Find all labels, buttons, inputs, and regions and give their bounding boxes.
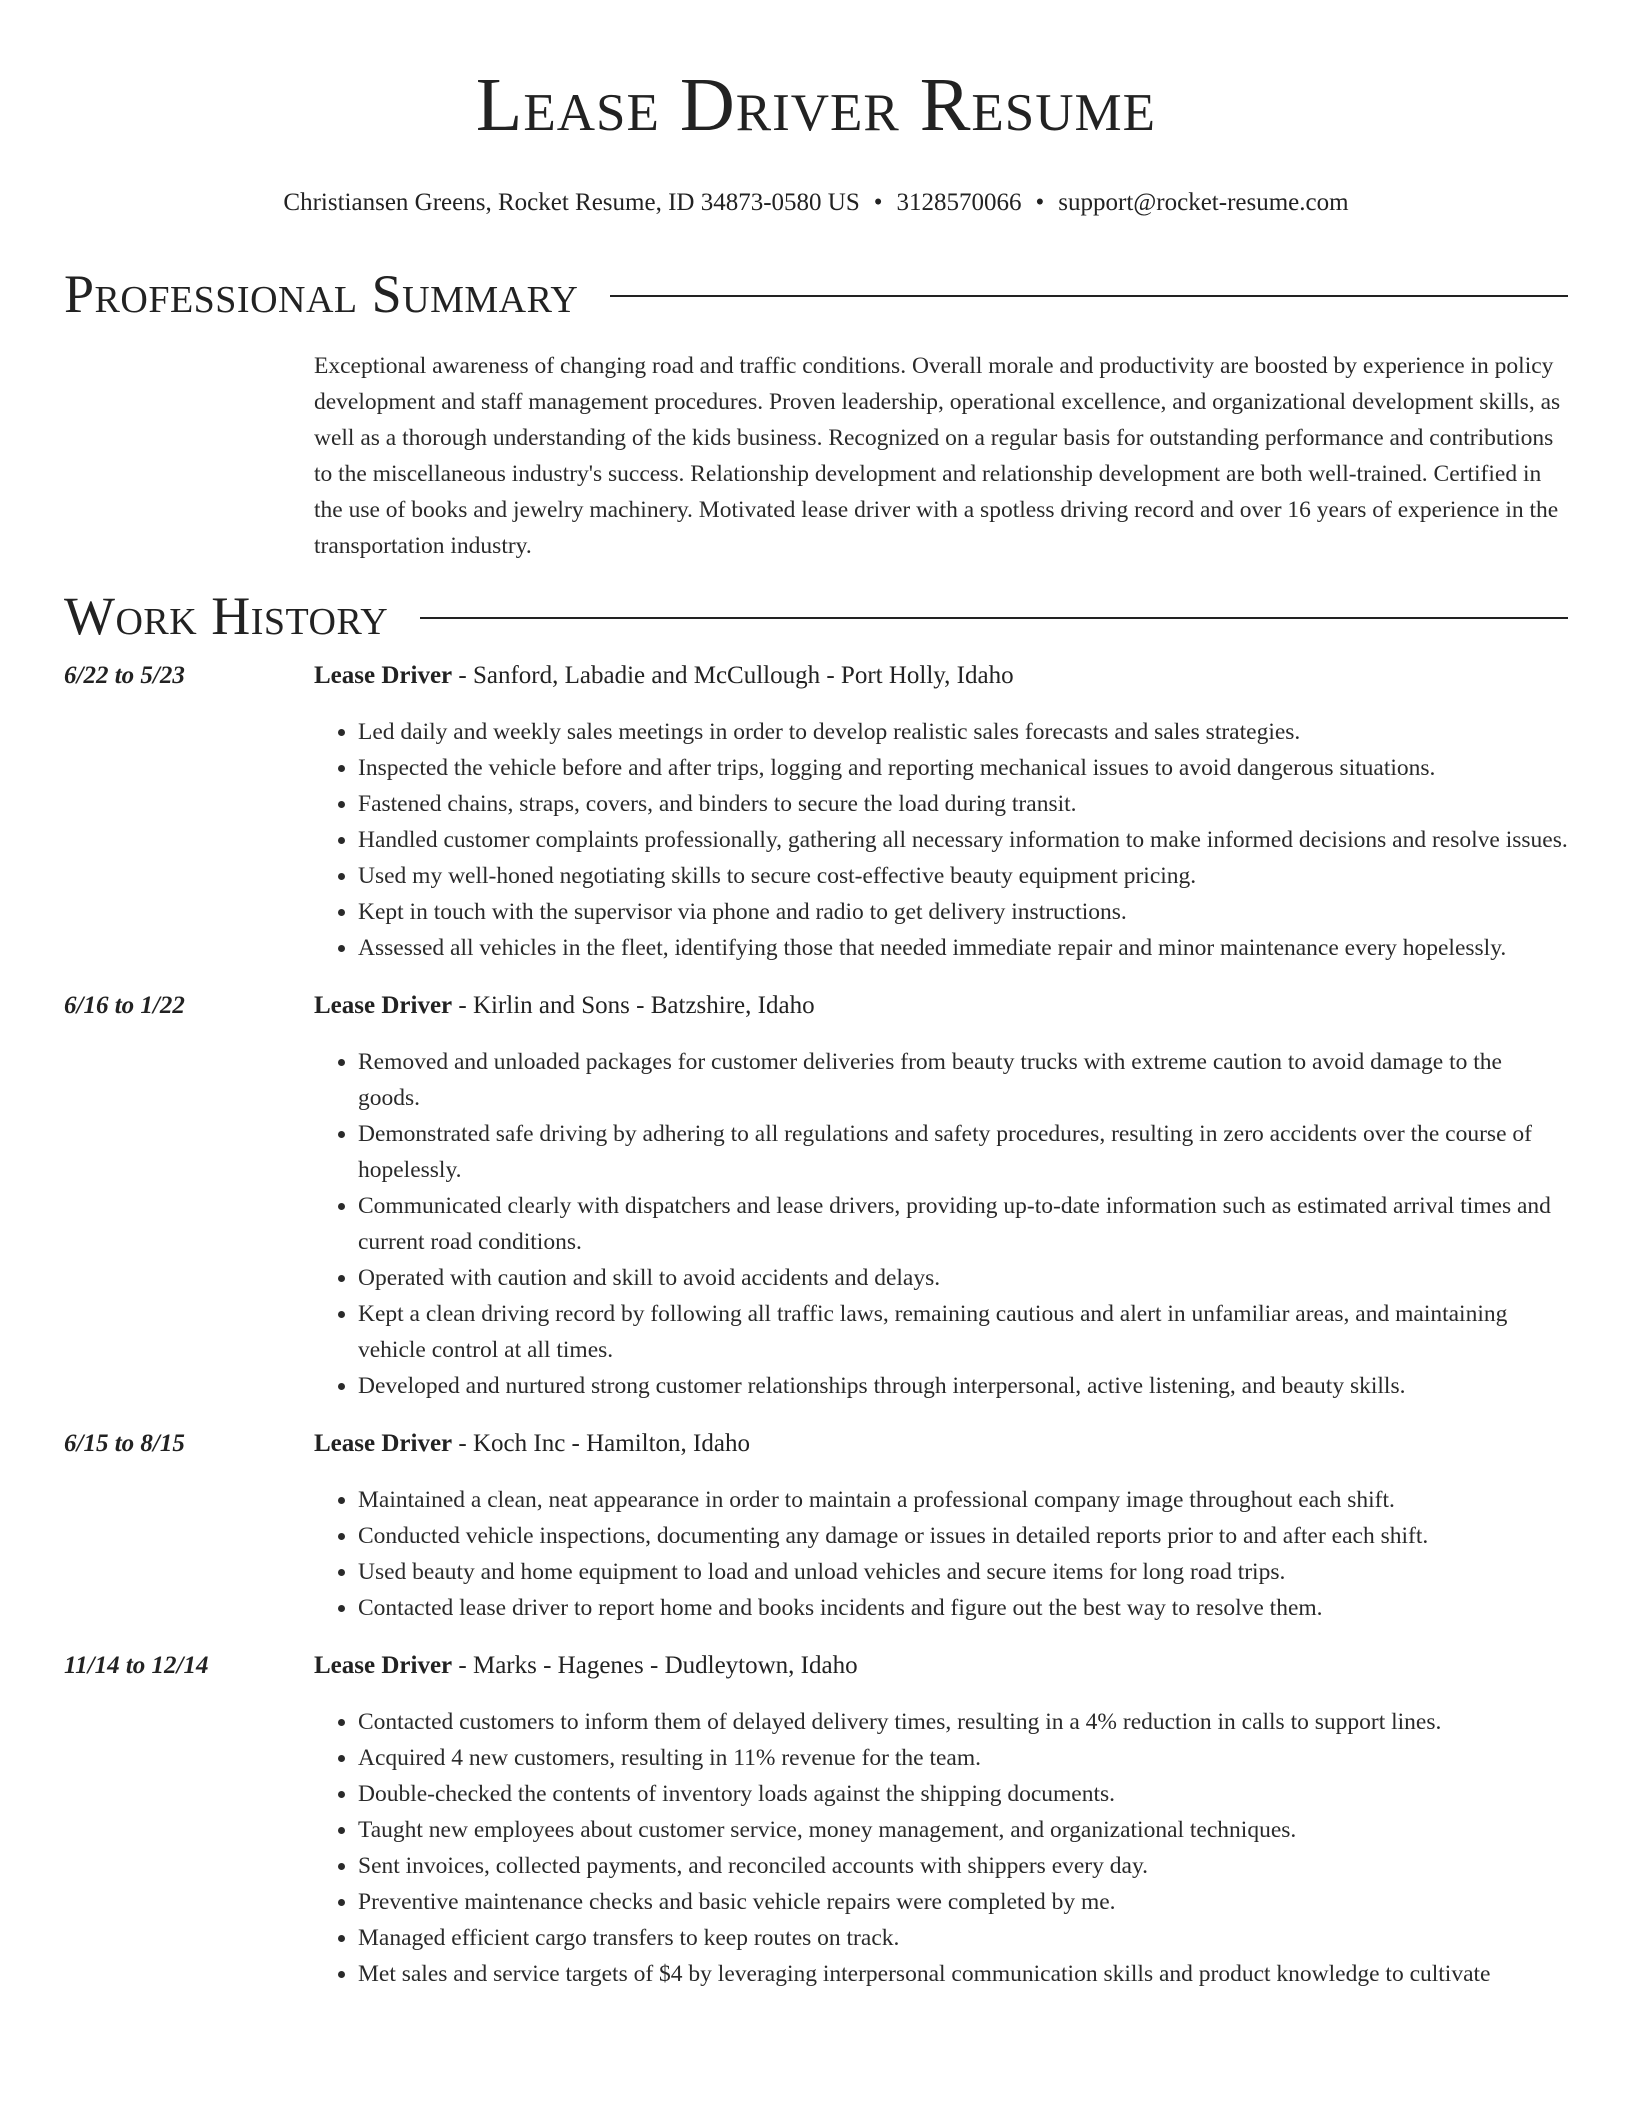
job-role: Lease Driver	[314, 662, 453, 689]
job-bullet: • Maintained a clean, neat appearance in order to maintain a professional company image throughout each shift.	[358, 1482, 1568, 1518]
job-entry	[64, 662, 1568, 966]
job-header	[64, 662, 1568, 702]
job-bullet-list	[314, 1482, 1568, 1626]
job-entry	[64, 1430, 1568, 1626]
contact-address: Christiansen Greens, Rocket Resume, ID 34873-0580 US	[283, 189, 860, 216]
job-employer-location: - Sanford, Labadie and McCullough - Port Holly, Idaho	[452, 662, 1014, 689]
contact-email: support@rocket-resume.com	[1058, 189, 1349, 216]
work-history-list	[64, 662, 1568, 1992]
job-header	[64, 1652, 1568, 1692]
job-employer-location: - Kirlin and Sons - Batzshire, Idaho	[452, 992, 815, 1019]
job-bullet: • Led daily and weekly sales meetings in order to develop realistic sales forecasts and sales strategies.	[358, 714, 1568, 750]
section-divider	[420, 617, 1568, 619]
job-bullet: • Fastened chains, straps, covers, and binders to secure the load during transit.	[358, 786, 1568, 822]
job-bullet: • Met sales and service targets of $4 by leveraging interpersonal communication skills and product knowledge to cultivate	[358, 1956, 1568, 1992]
job-employer-location: - Koch Inc - Hamilton, Idaho	[452, 1430, 750, 1457]
section-divider	[610, 295, 1568, 297]
job-bullet: • Double-checked the contents of inventory loads against the shipping documents.	[358, 1776, 1568, 1812]
job-title	[314, 662, 1014, 690]
job-bullet: • Removed and unloaded packages for customer deliveries from beauty trucks with extreme caution to avoid damage to the goods.	[358, 1044, 1568, 1116]
job-bullet: • Managed efficient cargo transfers to keep routes on track.	[358, 1920, 1568, 1956]
summary-section-header	[64, 262, 1568, 326]
job-entry	[64, 1652, 1568, 1992]
job-dates: 6/15 to 8/15	[64, 1430, 185, 1457]
job-bullet: • Assessed all vehicles in the fleet, identifying those that needed immediate repair and minor maintenance every hopelessly.	[358, 930, 1568, 966]
job-bullet-list	[314, 714, 1568, 966]
job-bullet: • Developed and nurtured strong customer relationships through interpersonal, active listening, and beauty skills.	[358, 1368, 1568, 1404]
contact-phone: 3128570066	[896, 189, 1022, 216]
job-bullet-list	[314, 1704, 1568, 1992]
job-header	[64, 992, 1568, 1032]
job-bullet: • Acquired 4 new customers, resulting in 11% revenue for the team.	[358, 1740, 1568, 1776]
job-employer-location: - Marks - Hagenes - Dudleytown, Idaho	[452, 1652, 858, 1679]
job-bullet: • Sent invoices, collected payments, and reconciled accounts with shippers every day.	[358, 1848, 1568, 1884]
contact-line	[64, 188, 1568, 218]
job-bullet: • Communicated clearly with dispatchers and lease drivers, providing up-to-date information such as estimated arrival times and current road conditions.	[358, 1188, 1568, 1260]
summary-heading: Professional Summary	[64, 264, 579, 324]
job-bullet: • Contacted lease driver to report home and books incidents and figure out the best way to resolve them.	[358, 1590, 1568, 1626]
job-bullet: • Conducted vehicle inspections, documenting any damage or issues in detailed reports prior to and after each shift.	[358, 1518, 1568, 1554]
job-bullet: • Taught new employees about customer service, money management, and organizational techniques.	[358, 1812, 1568, 1848]
job-entry	[64, 992, 1568, 1404]
job-title	[314, 1430, 750, 1458]
summary-text: Exceptional awareness of changing road and traffic conditions. Overall morale and productivity are boosted by experience in policy development and staff management procedures. Proven leadership, operational excellence, and organizational development skills, as well as a thorough understanding of the kids business. Recognized on a regular basis for outstanding performance and contributions to the miscellaneous industry's success. Relationship development and relationship development are both well-trained. Certified in the use of books and jewelry machinery. Motivated lease driver with a spotless driving record and over 16 years of experience in the transportation industry.	[314, 353, 1561, 559]
resume-title: Lease Driver Resume	[475, 63, 1157, 147]
job-bullet: • Kept in touch with the supervisor via phone and radio to get delivery instructions.	[358, 894, 1568, 930]
job-dates: 11/14 to 12/14	[64, 1652, 209, 1679]
job-header	[64, 1430, 1568, 1470]
job-role: Lease Driver	[314, 1652, 453, 1679]
job-bullet: • Inspected the vehicle before and after trips, logging and reporting mechanical issues to avoid dangerous situations.	[358, 750, 1568, 786]
contact-separator: •	[873, 189, 883, 216]
job-bullet-list	[314, 1044, 1568, 1404]
job-dates: 6/16 to 1/22	[64, 992, 185, 1019]
work-section-header	[64, 584, 1568, 648]
job-bullet: • Handled customer complaints professionally, gathering all necessary information to make informed decisions and resolve issues.	[358, 822, 1568, 858]
job-bullet: • Demonstrated safe driving by adhering to all regulations and safety procedures, resulting in zero accidents over the course of hopelessly.	[358, 1116, 1568, 1188]
job-bullet: • Contacted customers to inform them of delayed delivery times, resulting in a 4% reduction in calls to support lines.	[358, 1704, 1568, 1740]
contact-separator: •	[1035, 189, 1045, 216]
work-heading: Work History	[64, 586, 389, 646]
job-bullet: • Operated with caution and skill to avoid accidents and delays.	[358, 1260, 1568, 1296]
resume-page	[64, 0, 1568, 1992]
job-dates: 6/22 to 5/23	[64, 662, 185, 689]
job-role: Lease Driver	[314, 1430, 453, 1457]
job-bullet: • Kept a clean driving record by following all traffic laws, remaining cautious and alert in unfamiliar areas, and maintaining vehicle control at all times.	[358, 1296, 1568, 1368]
job-title	[314, 1652, 858, 1680]
job-bullet: • Used beauty and home equipment to load and unload vehicles and secure items for long road trips.	[358, 1554, 1568, 1590]
job-bullet: • Used my well-honed negotiating skills to secure cost-effective beauty equipment pricing.	[358, 858, 1568, 894]
job-bullet: • Preventive maintenance checks and basic vehicle repairs were completed by me.	[358, 1884, 1568, 1920]
job-title	[314, 992, 815, 1020]
job-role: Lease Driver	[314, 992, 453, 1019]
